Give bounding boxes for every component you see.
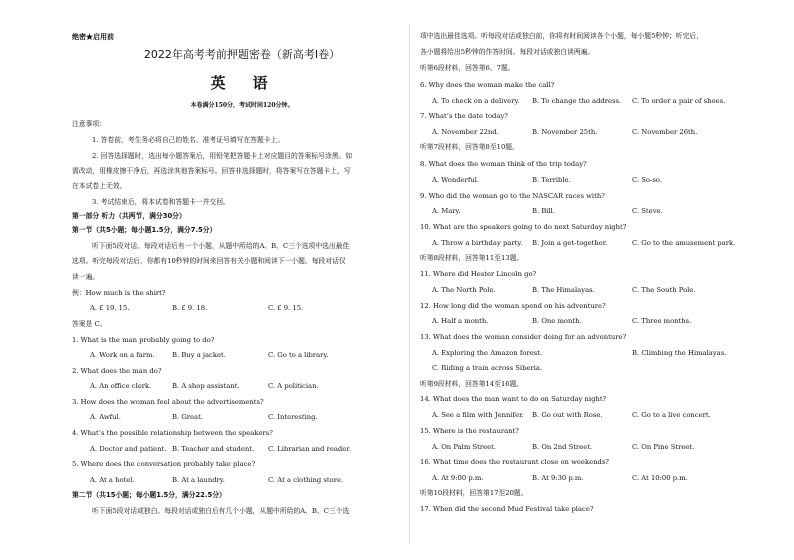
question-14: 14. What does the man want to do on Saturday night? [420, 395, 607, 403]
q2-option-c: C. A politician. [268, 382, 319, 390]
q12-option-c: C. Three months. [632, 317, 692, 325]
q16-option-c: C. At 10:00 p.m. [632, 474, 688, 482]
q6-option-b: B. To change the address. [532, 97, 622, 105]
section2-desc-line2: 项中选出最佳选项。听每段对话或独白前，你将有时间阅读各个小题，每小题5秒钟；听完后， [420, 32, 703, 40]
question-4: 4. What’s the possible relationship between the speakers? [72, 429, 273, 437]
q13-option-b: B. Climbing the Himalayas. [632, 349, 727, 357]
q2-option-b: B. A shop assistant. [172, 382, 240, 390]
notice-2-line3: 在本试卷上无效。 [72, 182, 127, 190]
q15-option-a: A. On Palm Street. [432, 443, 497, 451]
q4-option-b: B. Teacher and student. [172, 445, 255, 453]
q3-option-a: A. Awful. [90, 413, 121, 421]
q7-option-c: C. November 26th. [632, 128, 698, 136]
q11-option-b: B. The Himalayas. [532, 286, 595, 294]
column-divider [409, 24, 410, 544]
example-option-c: C. £ 9. 15. [268, 304, 304, 312]
q13-option-c: C. Riding a train across Siberia. [432, 364, 543, 372]
q3-option-b: B. Great. [172, 413, 203, 421]
material-10-heading: 听第10段材料，回答第17至20题。 [420, 489, 528, 497]
q5-option-b: B. At a laundry. [172, 476, 225, 484]
q6-option-a: A. To check on a delivery. [432, 97, 520, 105]
score-note: 本卷满分150分，考试时间120分钟。 [190, 102, 294, 109]
example-answer: 答案是 C。 [72, 320, 107, 328]
q16-option-a: A. At 9:00 p.m. [432, 474, 484, 482]
q14-option-b: B. Go out with Rose. [532, 411, 603, 419]
q10-option-c: C. Go to the amusement park. [632, 239, 736, 247]
notice-3: 3. 考试结束后，将本试卷和答题卡一并交回。 [92, 198, 230, 206]
section1-desc-line2: 选项。听完每段对话后，你都有10秒钟的时间来回答有关小题和阅读下一小题。每段对话仅 [72, 257, 346, 265]
notice-heading: 注意事项： [72, 120, 106, 128]
question-11: 11. Where did Hester Lincoln go? [420, 270, 537, 278]
question-10: 10. What are the speakers going to do next Saturday night? [420, 223, 627, 231]
question-1: 1. What is the man probably going to do? [72, 336, 215, 344]
question-16: 16. What time does the restaurant close on weekends? [420, 458, 609, 466]
q16-option-b: B. At 9:30 p.m. [532, 474, 584, 482]
q8-option-a: A. Wonderful. [432, 176, 480, 184]
question-8: 8. What does the woman think of the trip today? [420, 160, 587, 168]
q5-option-a: A. At a hotel. [90, 476, 135, 484]
q1-option-a: A. Work on a farm. [90, 351, 155, 359]
question-15: 15. Where is the restaurant? [420, 427, 519, 435]
q5-option-c: C. At a clothing store. [268, 476, 344, 484]
question-6: 6. Why does the woman make the call? [420, 81, 555, 89]
exam-title: 2022年高考考前押题密卷（新高考Ⅰ卷） [143, 48, 341, 61]
q14-option-c: C. Go to a live concert. [632, 411, 711, 419]
question-2: 2. What does the man do? [72, 367, 162, 375]
q12-option-b: B. One month. [532, 317, 582, 325]
q1-option-b: B. Buy a jacket. [172, 351, 226, 359]
question-9: 9. Who did the woman go to the NASCAR races with? [420, 192, 605, 200]
question-3: 3. How does the woman feel about the advertisements? [72, 398, 264, 406]
subject-title: 英 语 [210, 74, 274, 92]
q6-option-c: C. To order a pair of shoes. [632, 97, 726, 105]
q15-option-b: B. On 2nd Street. [532, 443, 593, 451]
question-13: 13. What does the woman consider doing for an adventure? [420, 333, 627, 341]
material-6-heading: 听第6段材料，回答第6、7题。 [420, 64, 515, 72]
q15-option-c: C. On Pine Street. [632, 443, 695, 451]
q14-option-a: A. See a film with Jennifer. [432, 411, 524, 419]
q7-option-b: B. November 25th. [532, 128, 598, 136]
q4-option-c: C. Librarian and reader. [268, 445, 351, 453]
part1-heading: 第一部分 听力（共两节，满分30分） [72, 212, 186, 220]
q7-option-a: A. November 22nd. [432, 128, 499, 136]
q3-option-c: C. Interesting. [268, 413, 318, 421]
q9-option-b: B. Bill. [532, 207, 555, 215]
section2-heading: 第二节（共15小题；每小题1.5分，满分22.5分） [72, 491, 226, 499]
section2-desc-line3: 各小题将给出5秒钟的作答时间。每段对话或独白读两遍。 [420, 48, 595, 56]
example-option-a: A. £ 19. 15. [90, 304, 130, 312]
material-8-heading: 听第8段材料，回答第11至13题。 [420, 254, 524, 262]
q11-option-c: C. The South Pole. [632, 286, 696, 294]
q9-option-c: C. Steve. [632, 207, 663, 215]
q1-option-c: C. Go to a library. [268, 351, 329, 359]
example-option-b: B. £ 9. 18. [172, 304, 208, 312]
q9-option-a: A. Mary. [432, 207, 461, 215]
question-17: 17. When did the second Mud Festival take place? [420, 505, 594, 513]
q12-option-a: A. Half a month. [432, 317, 489, 325]
material-9-heading: 听第9段材料，回答第14至16题。 [420, 380, 524, 388]
notice-2-line2: 需改动，用橡皮擦干净后，再选涂其他答案标号。回答非选择题时，将答案写在答题卡上，写 [72, 167, 351, 175]
section1-heading: 第一节（共5小题；每小题1.5分，满分7.5分） [72, 226, 217, 234]
section1-desc-line3: 读一遍。 [72, 273, 100, 281]
question-5: 5. Where does the conversation probably take place? [72, 460, 256, 468]
notice-2-line1: 2. 回答选择题时，选出每小题答案后，用铅笔把答题卡上对应题目的答案标号涂黑。如 [92, 152, 353, 160]
q4-option-a: A. Doctor and patient. [90, 445, 167, 453]
section1-desc-line1: 听下面5段对话。每段对话后有一个小题，从题中所给的A、B、C三个选项中选出最佳 [92, 242, 350, 250]
secret-label: 绝密★启用前 [72, 32, 114, 41]
q2-option-a: A. An office clerk. [90, 382, 152, 390]
material-7-heading: 听第7段材料，回答第8至10题。 [420, 143, 519, 151]
q8-option-b: B. Terrible. [532, 176, 571, 184]
question-7: 7. What’s the date today? [420, 112, 508, 120]
section2-desc: 听下面5段对话或独白。每段对话或独白后有几个小题，从题中所给的A、B、C三个选 [92, 507, 350, 515]
example-question: 例：How much is the shirt? [72, 289, 166, 297]
notice-1: 1. 答卷前，考生务必将自己的姓名、准考证号填写在答题卡上。 [92, 136, 285, 144]
q13-option-a: A. Exploring the Amazon forest. [432, 349, 543, 357]
q8-option-c: C. So-so. [632, 176, 662, 184]
question-12: 12. How long did the woman spend on his adventure? [420, 302, 606, 310]
q11-option-a: A. The North Pole. [432, 286, 496, 294]
q10-option-b: B. Join a get-together. [532, 239, 608, 247]
q10-option-a: A. Throw a birthday party. [432, 239, 523, 247]
